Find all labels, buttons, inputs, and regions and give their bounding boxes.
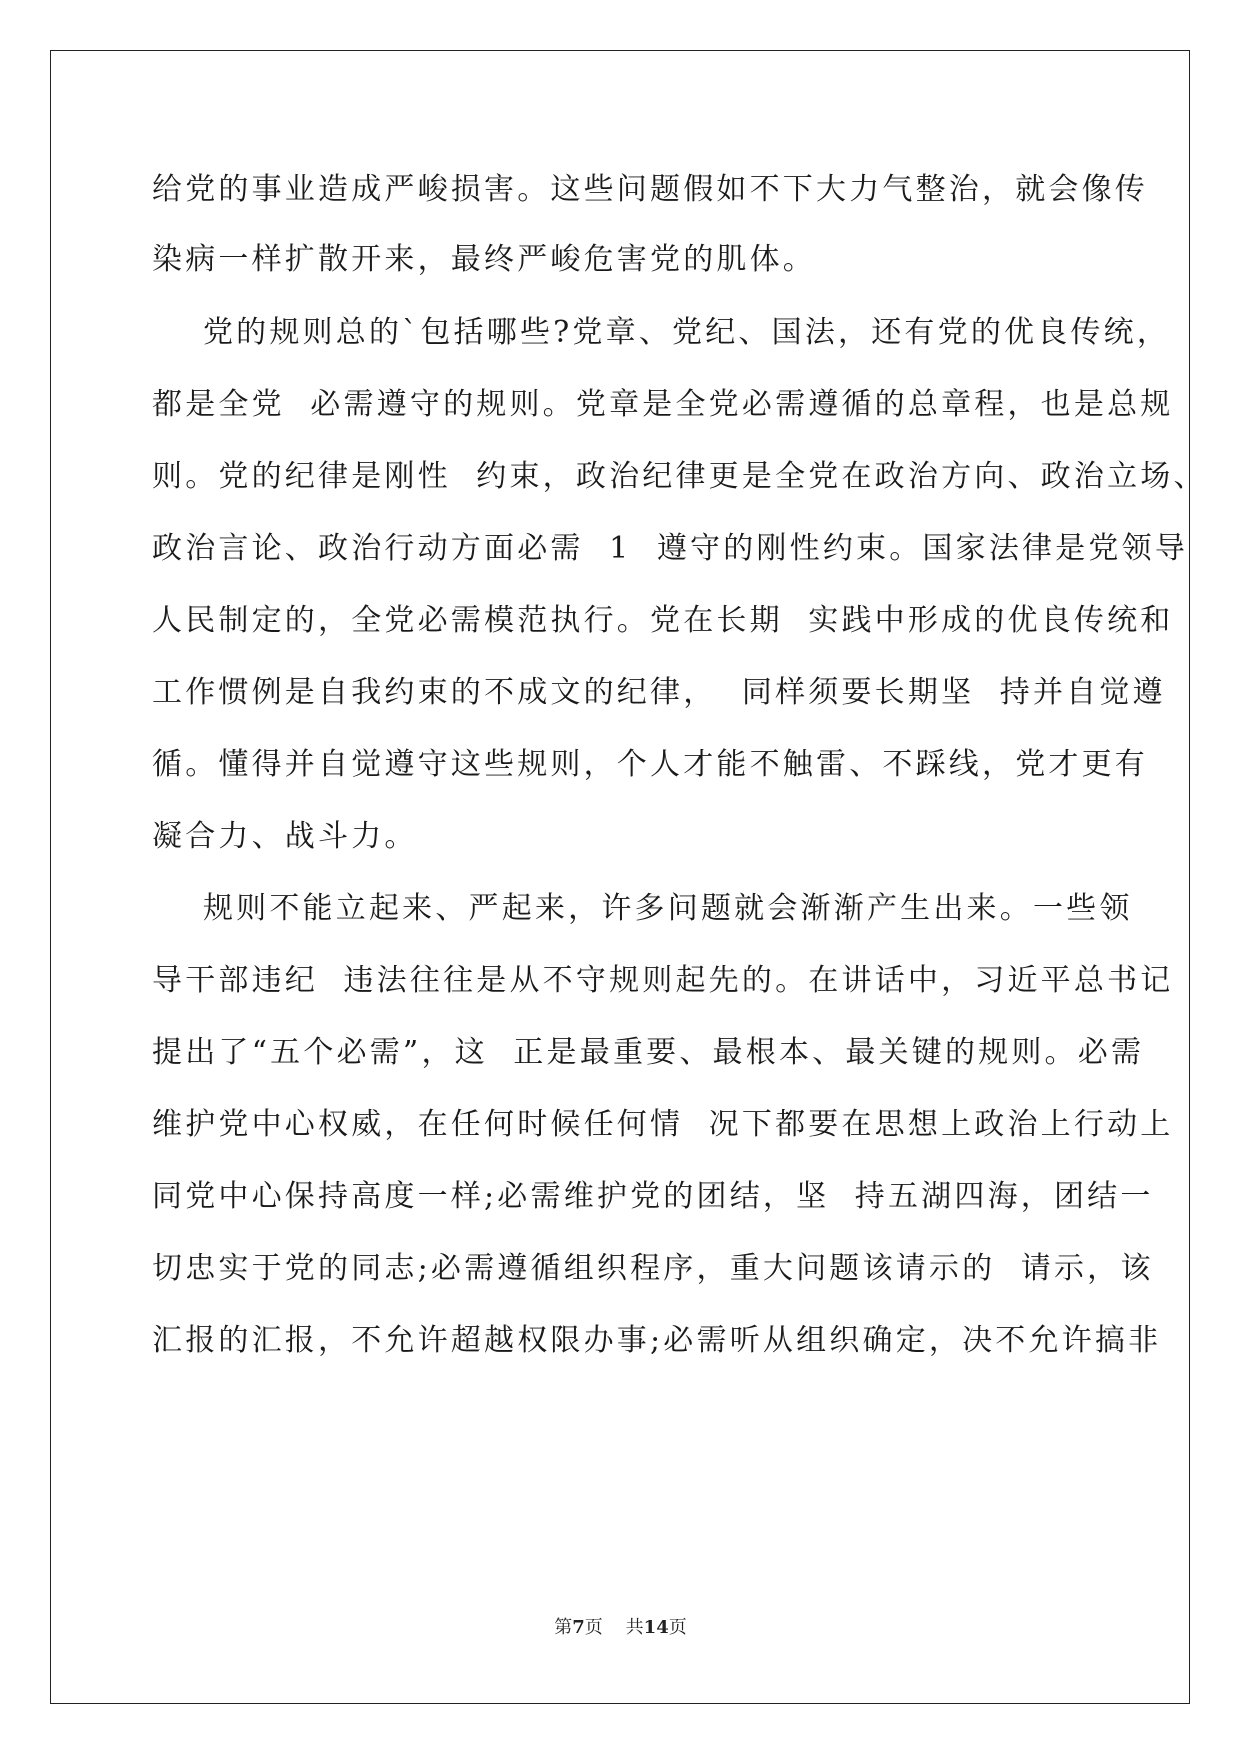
- text-line: 政治言论、政治行动方面必需 1 遵守的刚性约束。国家法律是党领导: [152, 531, 1189, 566]
- text-line: 规则不能立起来、严起来，许多问题就会渐渐产生出来。一些领: [152, 891, 1133, 926]
- text-line: 导干部违纪 违法往往是从不守规则起先的。在讲话中，习近平总书记: [152, 963, 1174, 998]
- text-line: 人民制定的，全党必需模范执行。党在长期 实践中形成的优良传统和: [152, 603, 1174, 638]
- text-line: 循。懂得并自觉遵守这些规则，个人才能不触雷、不踩线，党才更有: [152, 747, 1148, 782]
- text-line: 汇报的汇报，不允许超越权限办事;必需听从组织确定，决不允许搞非: [152, 1323, 1162, 1358]
- footer-middle: 页 共: [584, 1617, 644, 1638]
- text-line: 都是全党 必需遵守的规则。党章是全党必需遵循的总章程，也是总规: [152, 387, 1174, 422]
- text-line: 给党的事业造成严峻损害。这些问题假如不下大力气整治，就会像传: [152, 172, 1148, 207]
- text-line: 提出了“五个必需”，这 正是最重要、最根本、最关键的规则。必需: [152, 1035, 1145, 1070]
- text-line: 同党中心保持高度一样;必需维护党的团结，坚 持五湖四海，团结一: [152, 1179, 1154, 1214]
- text-line: 工作惯例是自我约束的不成文的纪律， 同样须要长期坚 持并自觉遵: [152, 675, 1166, 710]
- current-page-number: 7: [572, 1617, 585, 1638]
- footer-suffix: 页: [668, 1617, 687, 1638]
- text-line: 维护党中心权威，在任何时候任何情 况下都要在思想上政治上行动上: [152, 1107, 1174, 1142]
- page-border: [50, 50, 1190, 1704]
- text-line: 染病一样扩散开来，最终严峻危害党的肌体。: [152, 242, 816, 277]
- text-line: 党的规则总的`包括哪些?党章、党纪、国法，还有党的优良传统，: [152, 315, 1171, 350]
- text-line: 则。党的纪律是刚性 约束，政治纪律更是全党在政治方向、政治立场、: [152, 459, 1207, 494]
- text-line: 切忠实于党的同志;必需遵循组织程序，重大问题该请示的 请示，该: [152, 1251, 1154, 1286]
- footer-prefix: 第: [554, 1617, 573, 1638]
- text-line: 凝合力、战斗力。: [152, 819, 418, 854]
- page-footer: [0, 1616, 1241, 1640]
- total-page-number: 14: [643, 1617, 669, 1638]
